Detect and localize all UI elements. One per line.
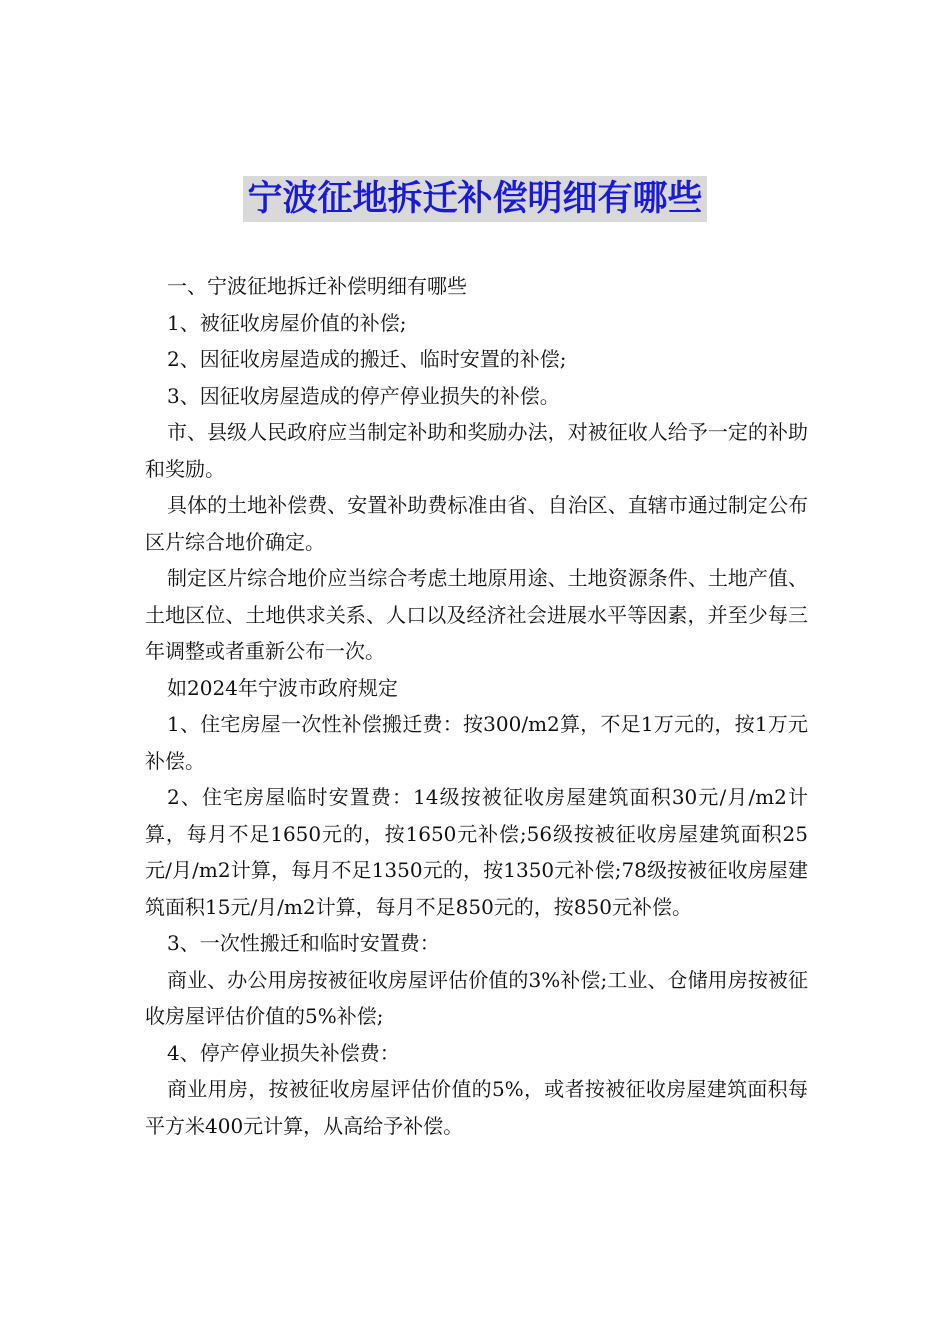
paragraph: 具体的土地补偿费、安置补助费标准由省、自治区、直辖市通过制定公布区片综合地价确定。 [145, 493, 808, 554]
document-body [145, 268, 808, 1144]
paragraph: 1、住宅房屋一次性补偿搬迁费：按300/m2算，不足1万元的，按1万元补偿。 [145, 712, 808, 773]
title-container [0, 176, 950, 222]
paragraph: 2、住宅房屋临时安置费：14级按被征收房屋建筑面积30元/月/m2计算，每月不足1650元的，按1650元补偿;56级按被征收房屋建筑面积25元/月/m2计算，每月不足1350元的，按1350元补偿;78级按被征收房屋建筑面积15元/月/m2计算，每月不足850元的，按850元补偿。 [145, 785, 808, 919]
paragraph: 制定区片综合地价应当综合考虑土地原用途、土地资源条件、土地产值、土地区位、土地供求关系、人口以及经济社会进展水平等因素，并至少每三年调整或者重新公布一次。 [145, 566, 808, 663]
paragraph: 一、宁波征地拆迁补偿明细有哪些 [167, 274, 467, 298]
paragraph: 1、被征收房屋价值的补偿; [167, 310, 407, 335]
paragraph: 商业用房，按被征收房屋评估价值的5%，或者按被征收房屋建筑面积每平方米400元计算，从高给予补偿。 [145, 1077, 808, 1138]
paragraph: 如2024年宁波市政府规定 [167, 675, 398, 700]
paragraph: 商业、办公用房按被征收房屋评估价值的3%补偿;工业、仓储用房按被征收房屋评估价值的5%补偿; [145, 967, 808, 1028]
paragraph: 3、一次性搬迁和临时安置费： [167, 931, 440, 955]
paragraph: 2、因征收房屋造成的搬迁、临时安置的补偿; [167, 347, 567, 371]
paragraph: 4、停产停业损失补偿费： [167, 1040, 400, 1065]
document-title: 宁波征地拆迁补偿明细有哪些 [243, 176, 706, 222]
paragraph: 市、县级人民政府应当制定补助和奖励办法，对被征收人给予一定的补助和奖励。 [145, 420, 808, 481]
paragraph: 3、因征收房屋造成的停产停业损失的补偿。 [167, 383, 560, 408]
